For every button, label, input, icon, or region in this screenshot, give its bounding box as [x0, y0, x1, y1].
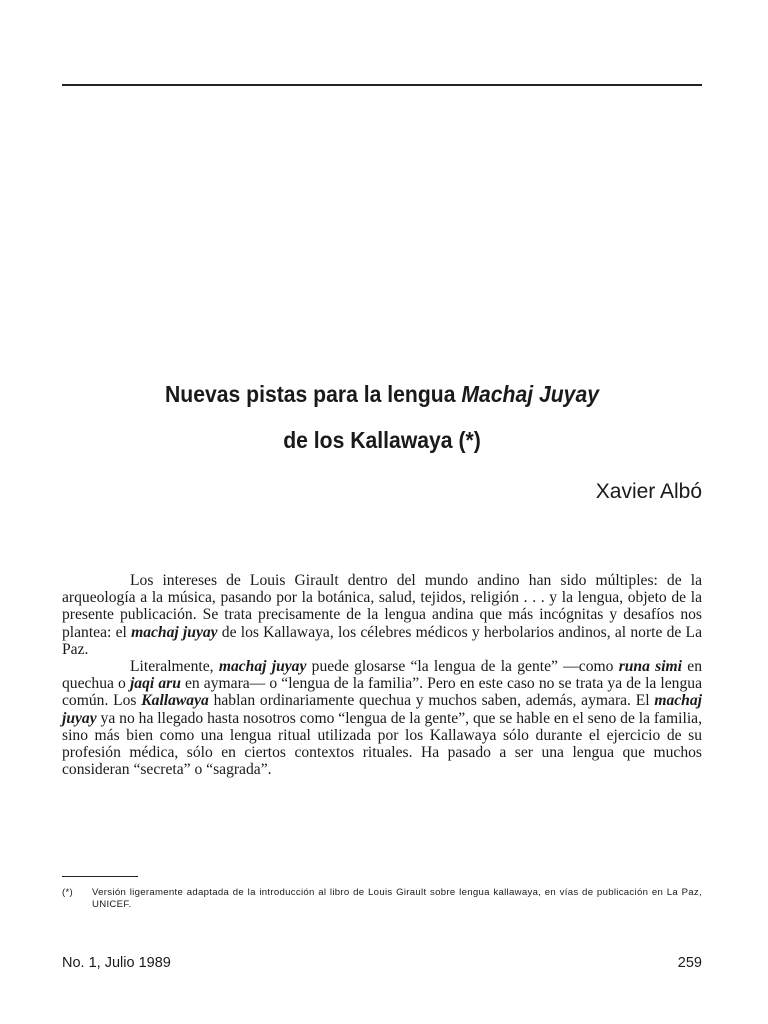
- author-name: Xavier Albó: [595, 480, 702, 503]
- text-run: hablan ordinariamente quechua y muchos saben, además, aymara. El: [208, 692, 655, 710]
- top-rule: [62, 84, 702, 86]
- issue-info: No. 1, Julio 1989: [62, 955, 171, 971]
- italic-term: Kallawaya: [141, 692, 209, 710]
- italic-term: runa simi: [618, 658, 683, 676]
- footnote-rule: [62, 876, 138, 877]
- text-run: en aymara— o “lengua de la familia”. Pero en este caso no se trata ya de la lengua común. Los: [62, 675, 702, 710]
- text-run: en quechua o: [62, 658, 703, 693]
- footnote-mark: (*): [62, 887, 74, 898]
- paragraph-2: [62, 658, 702, 778]
- text-run: ya no ha llegado hasta nosotros como “lengua de la gente”, que se hable en el seno de la familia, sino más bien como una lengua ritual utilizada por los Kallawaya sólo durante el ejercicio de su profesión médica, sólo en ciertos contextos rituales. Ha pasado a ser una lengua que muchos consideran “secreta” o “sagrada”.: [62, 709, 702, 779]
- paragraph-1: [62, 572, 702, 658]
- text-run: Los intereses de Louis Girault dentro del mundo andino han sido múltiples: de la arqueología a la música, pasando por la botánica, salud, tejidos, religión . . . y la lengua, objeto de la presente publicación. Se trata precisamente de la lengua andina que más incógnitas y desafíos nos plantea: el: [62, 572, 702, 641]
- text-run: de los Kallawaya, los célebres médicos y herbolarios andinos, al norte de La Paz.: [62, 623, 702, 658]
- title-italic-text: Machaj Juyay: [461, 381, 599, 407]
- title-text: Nuevas pistas para la lengua: [164, 381, 462, 407]
- italic-term: jaqi aru: [129, 675, 181, 693]
- text-run: Literalmente,: [130, 658, 219, 676]
- page-number: 259: [677, 955, 702, 971]
- text-run: puede glosarse “la lengua de la gente” —como: [306, 658, 619, 676]
- italic-term: machaj juyay: [218, 658, 307, 676]
- italic-term: machaj juyay: [131, 623, 218, 641]
- article-title-line-1: [88, 380, 677, 408]
- footnote-text: Versión ligeramente adaptada de la introducción al libro de Louis Girault sobre lengua kallawaya, en vías de publicación en La Paz, UNICEF.: [92, 887, 702, 910]
- body-text: [62, 572, 702, 778]
- article-title-line-2: de los Kallawaya (*): [283, 427, 481, 453]
- italic-term: machaj juyay: [62, 692, 702, 727]
- footnote: [62, 887, 702, 911]
